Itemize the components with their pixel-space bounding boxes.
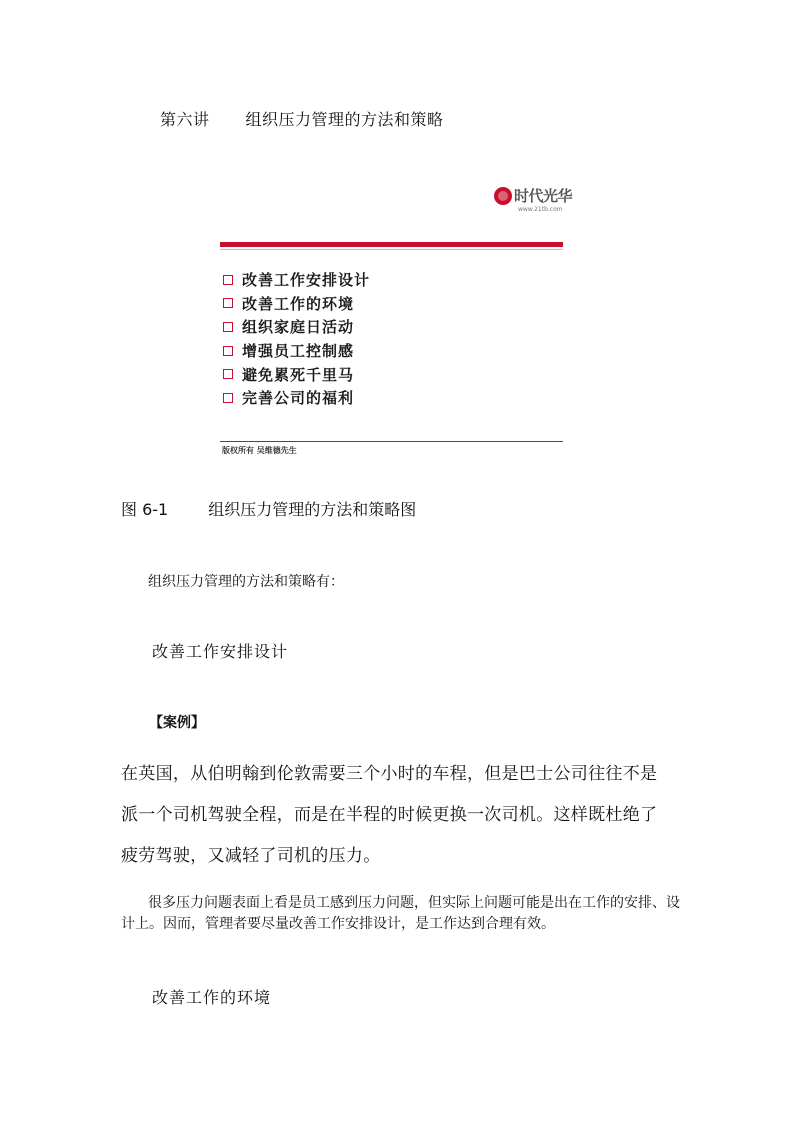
figure-title: 组织压力管理的方法和策略图 (208, 500, 417, 519)
slide-top-rule (220, 242, 563, 247)
checkbox-bullet-icon (223, 322, 233, 332)
slide-bullet-item: 增强员工控制感 (223, 339, 370, 363)
slide-bullet-item: 完善公司的福利 (223, 386, 370, 410)
section-heading-1: 改善工作安排设计 (152, 642, 289, 661)
case-line: 在英国，从伯明翰到伦敦需要三个小时的车程，但是巴士公司往往不是 (121, 764, 658, 784)
slide-bullet-item: 避免累死千里马 (223, 362, 370, 386)
intro-text: 组织压力管理的方法和策略有： (148, 574, 344, 590)
slide-top-rule-thin (220, 249, 563, 250)
brand-logo (494, 185, 584, 215)
checkbox-bullet-icon (223, 369, 233, 379)
figure-number: 图 6-1 (121, 500, 169, 519)
case-line: 派一个司机驾驶全程，而是在半程的时候更换一次司机。这样既杜绝了 (121, 805, 658, 825)
section-heading-2: 改善工作的环境 (152, 988, 272, 1007)
slide-bullet-item: 改善工作的环境 (223, 292, 370, 316)
checkbox-bullet-icon (223, 393, 233, 403)
slide-copyright: 版权所有 吴维德先生 (222, 446, 297, 455)
case-line: 疲劳驾驶，又减轻了司机的压力。 (121, 846, 381, 866)
slide-image (219, 176, 573, 458)
paragraph-line: 很多压力问题表面上看是员工感到压力问题，但实际上问题可能是出在工作的安排、设 (148, 895, 680, 911)
slide-bullet-item: 改善工作安排设计 (223, 268, 370, 292)
checkbox-bullet-icon (223, 298, 233, 308)
case-label: 【案例】 (149, 715, 205, 731)
checkbox-bullet-icon (223, 346, 233, 356)
paragraph-line: 计上。因而，管理者要尽量改善工作安排设计，是工作达到合理有效。 (121, 916, 555, 932)
lecture-heading (160, 107, 444, 130)
case-paragraph (121, 754, 681, 877)
body-paragraph (121, 893, 691, 935)
slide-bullet-list (223, 268, 370, 410)
slide-bullet-item: 组织家庭日活动 (223, 315, 370, 339)
checkbox-bullet-icon (223, 275, 233, 285)
lecture-number: 第六讲 (160, 110, 210, 129)
lecture-title: 组织压力管理的方法和策略 (245, 110, 444, 129)
logo-name: 时代光华 (514, 187, 573, 205)
logo-mark-icon (494, 187, 512, 205)
logo-url: www.21tb.com (518, 206, 563, 213)
slide-bottom-rule (220, 441, 563, 442)
figure-caption (121, 497, 416, 520)
